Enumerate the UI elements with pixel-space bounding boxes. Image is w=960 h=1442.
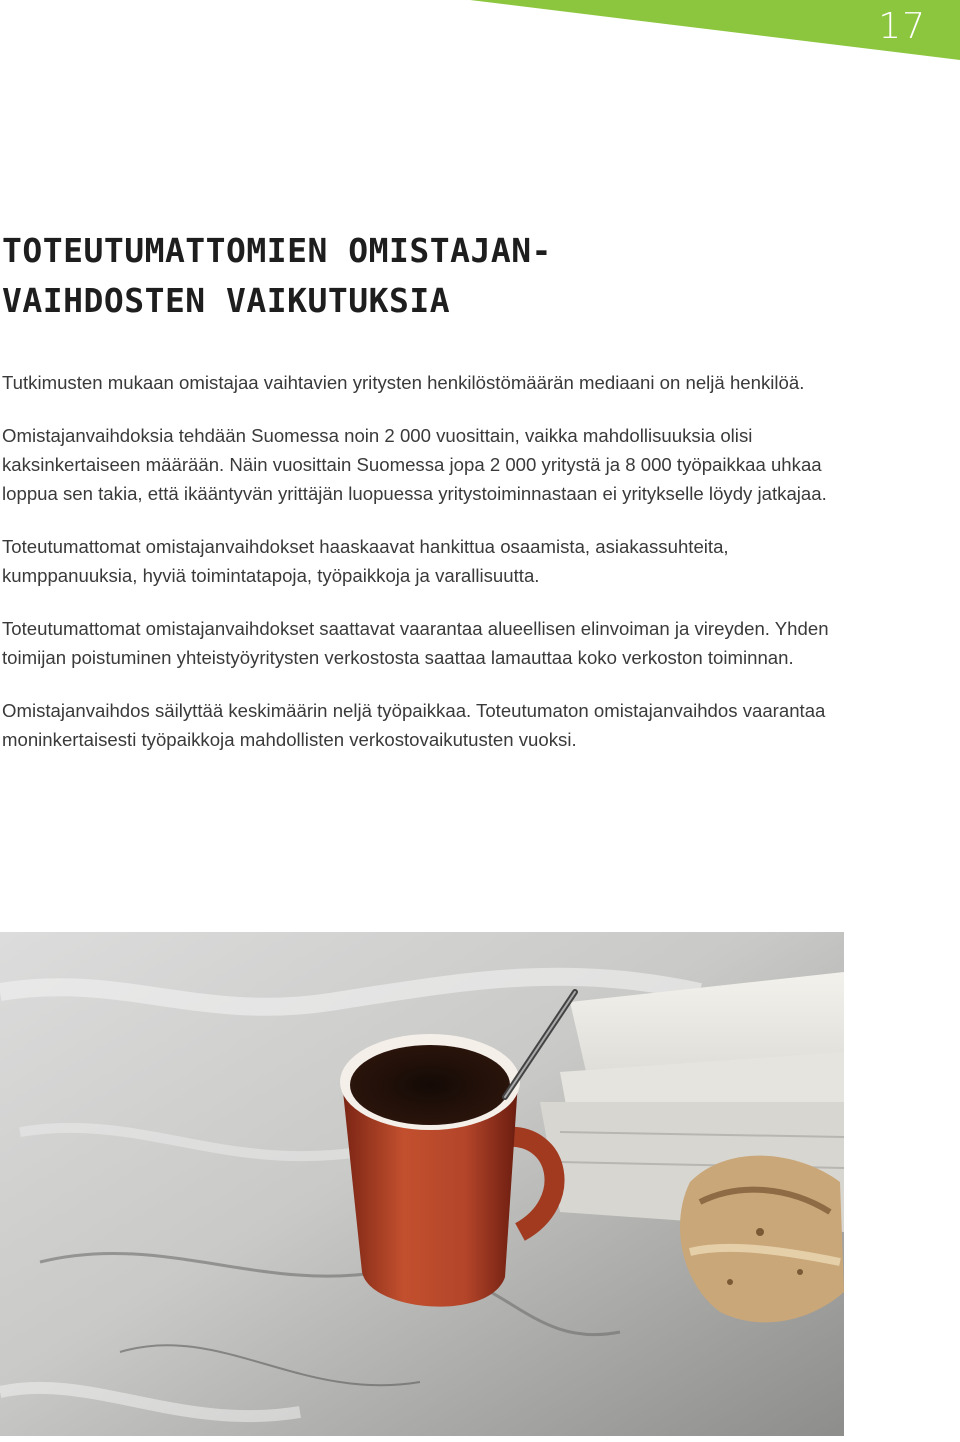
body-text (2, 368, 844, 778)
page-title-line-1: TOTEUTUMATTOMIEN OMISTAJAN- (2, 231, 552, 270)
page-title-line-2: VAIHDOSTEN VAIKUTUKSIA (2, 281, 451, 320)
paragraph-3: Toteutumattomat omistajanvaihdokset haaskaavat hankittua osaamista, asiakassuhteita, kumppanuuksia, hyviä toimintatapoja, työpaikkoja ja varallisuutta. (2, 536, 729, 586)
paragraph-4: Toteutumattomat omistajanvaihdokset saattavat vaarantaa alueellisen elinvoiman ja vireyden. Yhden toimijan poistuminen yhteistyöyritysten verkostosta saattaa lamauttaa koko verkoston toiminnan. (2, 618, 829, 668)
page-title (2, 226, 552, 326)
page-corner-band (0, 0, 960, 70)
mug-photo-illustration (0, 932, 844, 1436)
green-corner-shape (0, 0, 960, 70)
page-number: 17 (878, 6, 926, 47)
paragraph-5: Omistajanvaihdos säilyttää keskimäärin neljä työpaikkaa. Toteutumaton omistajanvaihdos vaarantaa moninkertaisesti työpaikkoja mahdollisten verkostovaikutusten vuoksi. (2, 700, 826, 750)
paragraph-1: Tutkimusten mukaan omistajaa vaihtavien yritysten henkilöstömäärän mediaani on neljä henkilöä. (2, 372, 805, 393)
paragraph-2: Omistajanvaihdoksia tehdään Suomessa noin 2 000 vuosittain, vaikka mahdollisuuksia olisi kaksinkertaiseen määrään. Näin vuosittain Suomessa jopa 2 000 yritystä ja 8 000 työpaikkaa uhkaa loppua sen takia, että ikääntyvän yrittäjän luopuessa yritystoiminnastaan ei yritykselle löydy jatkajaa. (2, 425, 827, 504)
coffee-mug-photo (0, 932, 844, 1436)
